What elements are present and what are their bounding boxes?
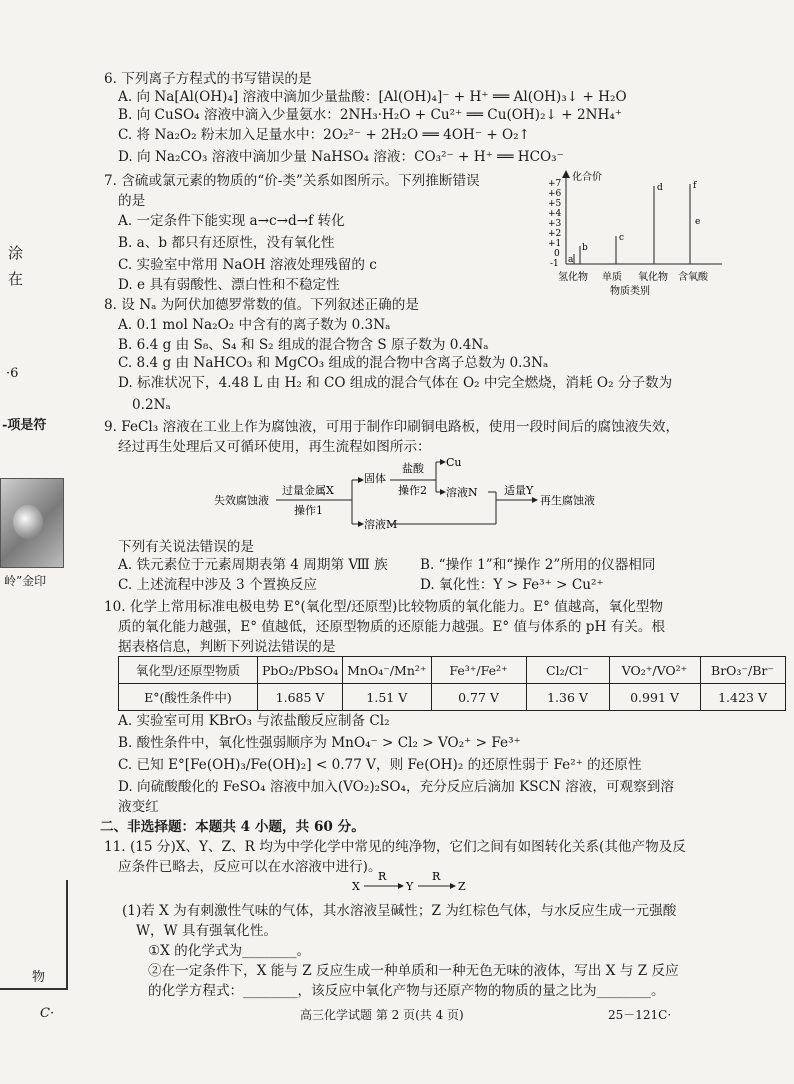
ytick: +1: [548, 239, 562, 249]
q7-stem-line1: 7. 含硫或氯元素的物质的“价-类”关系如图所示。下列推断错误: [104, 173, 480, 189]
point-a: a: [568, 255, 574, 265]
q10-option-b: B. 酸性条件中，氧化性强弱顺序为 MnO₄⁻ > Cl₂ > VO₂⁺ > Fe³⁺: [118, 735, 521, 751]
table-cell: VO₂⁺/VO²⁺: [609, 657, 700, 684]
category-oxyacid: 含氧酸: [678, 272, 708, 283]
scheme-y: Y: [406, 880, 414, 893]
table-cell: 1.36 V: [526, 684, 609, 711]
q9-option-a: A. 铁元素位于元素周期表第 4 周期第 Ⅷ 族: [118, 557, 388, 573]
flow-y-top: 适量Y: [504, 484, 534, 497]
section-heading: 二、非选择题：本题共 4 小题，共 60 分。: [100, 819, 365, 835]
point-d: d: [657, 183, 663, 193]
regeneration-flowchart: [214, 452, 614, 532]
q9-option-b: B. “操作 1”和“操作 2”所用的仪器相同: [420, 557, 656, 573]
flow-step1-bottom: 操作1: [294, 504, 323, 517]
q10-option-d-line2: 液变红: [118, 799, 159, 815]
category-hydride: 氢化物: [558, 272, 588, 283]
q8-option-d-line2: 0.2Nₐ: [132, 397, 171, 413]
q11-stem-line1: 11. (15 分)X、Y、Z、R 均为中学化学中常见的纯净物，它们之间有如图转化关系(其他产物及反: [104, 839, 686, 855]
footer-page: 高三化学试题 第 2 页(共 4 页): [300, 1008, 464, 1022]
q8-option-a: A. 0.1 mol Na₂O₂ 中含有的离子数为 0.3Nₐ: [118, 317, 391, 333]
valence-class-chart: [546, 170, 726, 300]
ytick: +4: [548, 209, 562, 219]
q11-part1-q2-line1: ②在一定条件下，X 能与 Z 反应生成一种单质和一种无色无味的液体，写出 X 与 Z 反应: [148, 963, 679, 979]
ytick: +6: [548, 189, 562, 199]
q10-stem-line2: 质的氧化能力越强，E° 值越低，还原型物质的还原能力越强。E° 值与体系的 pH 有关。根: [118, 619, 666, 635]
table-row: [119, 684, 786, 711]
q9-ask: 下列有关说法错误的是: [118, 539, 254, 555]
margin-fragment: -项是符: [2, 418, 47, 433]
scheme-x: X: [352, 880, 360, 893]
flow-acid: 盐酸: [402, 462, 424, 475]
q11-part1-line2: W，W 具有强氧化性。: [136, 923, 278, 939]
point-b: b: [582, 243, 588, 253]
chart-ylabel: 化合价: [572, 172, 602, 183]
q9-stem-line1: 9. FeCl₃ 溶液在工业上作为腐蚀液，可用于制作印刷铜电路板，使用一段时间后的腐蚀液失效，: [104, 419, 680, 435]
q6-option-a: A. 向 Na[Al(OH)₄] 溶液中滴加少量盐酸：[Al(OH)₄]⁻ + H⁺ ══ Al(OH)₃↓ + H₂O: [118, 89, 627, 105]
table-row-label: E°(酸性条件中): [119, 684, 258, 711]
table-cell: 1.685 V: [258, 684, 343, 711]
q8-option-c: C. 8.4 g 由 NaHCO₃ 和 MgCO₃ 组成的混合物中含离子总数为 0.3Nₐ: [118, 355, 549, 371]
flow-solM: 溶液M: [364, 518, 398, 531]
table-cell: 1.51 V: [343, 684, 431, 711]
q6-option-c: C. 将 Na₂O₂ 粉末加入足量水中：2O₂²⁻ + 2H₂O ══ 4OH⁻ + O₂↑: [118, 127, 531, 143]
q10-option-c: C. 已知 E°[Fe(OH)₃/Fe(OH)₂] < 0.77 V，则 Fe(OH)₂ 的还原性弱于 Fe²⁺ 的还原性: [118, 757, 642, 773]
point-c: c: [619, 233, 625, 243]
margin-char-wu: 物: [32, 970, 46, 985]
flow-step1-top: 过量金属X: [282, 484, 334, 497]
margin-number: ·6: [6, 366, 19, 381]
point-e: e: [695, 217, 701, 227]
ytick: +3: [548, 219, 562, 229]
table-head-label: 氧化型/还原型物质: [119, 657, 258, 684]
scheme-r1: R: [378, 870, 387, 883]
q11-stem-line2: 应条件已略去，反应可以在水溶液中进行)。: [118, 859, 382, 875]
conversion-scheme: [352, 870, 482, 896]
q11-part1-q2-line2: 的化学方程式：________，该反应中氧化产物与还原产物的物质的量之比为________。: [148, 983, 665, 999]
q9-option-c: C. 上述流程中涉及 3 个置换反应: [118, 577, 317, 593]
table-cell: Cl₂/Cl⁻: [526, 657, 609, 684]
category-oxide: 氧化物: [638, 272, 668, 283]
table-cell: Fe³⁺/Fe²⁺: [431, 657, 526, 684]
q10-option-a: A. 实验室可用 KBrO₃ 与浓盐酸反应制备 Cl₂: [118, 713, 390, 729]
q11-part1-q1: ①X 的化学式为________。: [148, 943, 311, 959]
q7-option-a: A. 一定条件下能实现 a→c→d→f 转化: [118, 213, 345, 229]
q7-option-c: C. 实验室中常用 NaOH 溶液处理残留的 c: [118, 257, 377, 273]
margin-photo: [0, 478, 64, 568]
scheme-r2: R: [432, 870, 441, 883]
q7-stem-line2: 的是: [118, 193, 146, 209]
margin-caption: 岭”金印: [4, 574, 47, 588]
table-cell: 0.991 V: [609, 684, 700, 711]
q10-stem-line1: 10. 化学上常用标准电极电势 E°(氧化型/还原型)比较物质的氧化能力。E° 值越高，氧化型物: [104, 599, 663, 615]
footer-code: 25－121C·: [608, 1008, 672, 1022]
potential-table: [118, 656, 786, 711]
q6-stem: 6. 下列离子方程式的书写错误的是: [104, 71, 312, 87]
chart-xlabel: 物质类别: [610, 286, 650, 297]
flow-step2: 操作2: [398, 484, 427, 497]
q6-option-d: D. 向 Na₂CO₃ 溶液中滴加少量 NaHSO₄ 溶液：CO₃²⁻ + H⁺ ══ HCO₃⁻: [118, 149, 564, 165]
ytick: +5: [548, 199, 562, 209]
table-cell: 1.423 V: [700, 684, 785, 711]
q6-option-b: B. 向 CuSO₄ 溶液中滴入少量氨水：2NH₃·H₂O + Cu²⁺ ══ Cu(OH)₂↓ + 2NH₄⁺: [118, 107, 622, 123]
q9-option-d: D. 氧化性：Y > Fe³⁺ > Cu²⁺: [420, 577, 604, 593]
q9-stem-line2: 经过再生处理后又可循环使用，再生流程如图所示：: [118, 439, 431, 455]
ytick: +7: [548, 179, 562, 189]
q8-option-b: B. 6.4 g 由 S₈、S₄ 和 S₂ 组成的混合物含 S 原子数为 0.4Nₐ: [118, 337, 489, 353]
category-element: 单质: [602, 272, 622, 283]
q10-option-d-line1: D. 向硫酸酸化的 FeSO₄ 溶液中加入(VO₂)₂SO₄，充分反应后滴加 KSCN 溶液，可观察到溶: [118, 779, 674, 795]
table-cell: BrO₃⁻/Br⁻: [700, 657, 785, 684]
q8-option-d-line1: D. 标准状况下，4.48 L 由 H₂ 和 CO 组成的混合气体在 O₂ 中完全燃烧，消耗 O₂ 分子数为: [118, 375, 673, 391]
table-cell: MnO₄⁻/Mn²⁺: [343, 657, 431, 684]
table-cell: 0.77 V: [431, 684, 526, 711]
q8-stem: 8. 设 Nₐ 为阿伏加德罗常数的值。下列叙述正确的是: [104, 297, 419, 313]
q10-stem-line3: 据表格信息，判断下列说法错误的是: [118, 639, 336, 655]
ytick: +2: [548, 229, 562, 239]
flow-end: 再生腐蚀液: [540, 494, 595, 507]
table-cell: PbO₂/PbSO₄: [258, 657, 343, 684]
scheme-z: Z: [458, 880, 466, 893]
flow-solN: 溶液N: [446, 486, 478, 499]
ytick: -1: [550, 259, 559, 269]
flow-start: 失效腐蚀液: [214, 494, 269, 507]
margin-char-zai: 在: [8, 270, 24, 288]
ytick: 0: [554, 249, 560, 259]
flow-solid: 固体: [364, 472, 386, 485]
margin-char-tu: 涂: [8, 244, 24, 262]
flow-cu: Cu: [446, 456, 462, 469]
margin-c-mark: C·: [40, 1006, 55, 1021]
point-f: f: [693, 181, 697, 191]
table-header-row: [119, 657, 786, 684]
q7-option-d: D. e 具有弱酸性、漂白性和不稳定性: [118, 277, 340, 293]
q7-option-b: B. a、b 都只有还原性，没有氧化性: [118, 235, 335, 251]
q11-part1-line1: (1)若 X 为有刺激性气味的气体，其水溶液呈碱性；Z 为红棕色气体，与水反应生成一元强酸: [122, 903, 677, 919]
